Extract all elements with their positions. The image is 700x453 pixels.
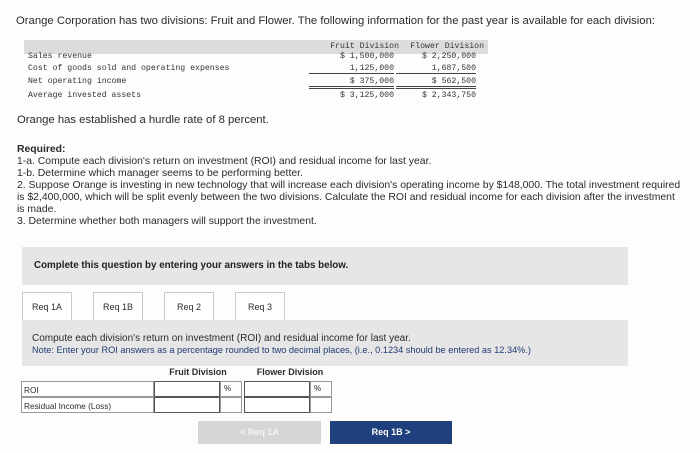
fruit-sales-revenue: $ 1,500,000 [339, 52, 394, 61]
instructions-banner [22, 247, 628, 285]
fruit-division-header: Fruit Division [330, 42, 399, 51]
hurdle-rate-text: Orange has established a hurdle rate of 8 percent. [17, 114, 269, 126]
tab-req-2[interactable]: Req 2 [164, 292, 214, 322]
next-req-button[interactable]: Req 1B > [330, 421, 452, 444]
required-heading: Required: [17, 144, 66, 155]
required-item-2: 2. Suppose Orange is investing in new technology that will increase each division's operating income by $148,000. The total investment required is $2,400,000, which will be split evenly between the two divisions. Calculate the ROI and residual income for each division after the investment is made. [17, 180, 681, 215]
tab-req-1b[interactable]: Req 1B [93, 292, 143, 322]
required-item-1a: 1-a. Compute each division's return on investment (ROI) and residual income for last year. [17, 156, 432, 167]
fruit-residual-blank-cell [220, 397, 242, 413]
flower-cost: 1,687,500 [396, 64, 476, 74]
panel-instruction: Compute each division's return on investment (ROI) and residual income for last year. [32, 333, 411, 344]
answer-row-label-roi: ROI [21, 381, 154, 397]
fruit-roi-percent-sign: % [220, 381, 242, 397]
tab-req-1a[interactable]: Req 1A [22, 292, 72, 322]
flower-net-operating-income: $ 562,500 [396, 77, 476, 89]
fruit-average-invested-assets: $ 3,125,000 [339, 91, 394, 100]
row-label-average-invested-assets: Average invested assets [28, 91, 142, 100]
flower-roi-input[interactable] [244, 381, 310, 397]
flower-residual-income-input[interactable] [244, 397, 310, 413]
panel-note: Note: Enter your ROI answers as a percentage rounded to two decimal places, (i.e., 0.1234 should be entered as 12.34%.) [32, 345, 531, 355]
required-item-3: 3. Determine whether both managers will support the investment. [17, 216, 317, 227]
answer-row-label-residual-income: Residual Income (Loss) [21, 397, 154, 413]
flower-division-header: Flower Division [410, 42, 484, 51]
fruit-cost: 1,125,000 [309, 64, 394, 74]
flower-sales-revenue: $ 2,250,000 [421, 52, 476, 61]
banner-text: Complete this question by entering your answers in the tabs below. [34, 260, 349, 271]
intro-text: Orange Corporation has two divisions: Fruit and Flower. The following information for the past year is available for each division: [16, 15, 656, 27]
answer-col-flower: Flower Division [256, 367, 324, 377]
required-section [17, 144, 683, 228]
row-label-net-operating-income: Net operating income [28, 77, 127, 86]
row-label-cost: Cost of goods sold and operating expenses [28, 64, 230, 73]
flower-residual-blank-cell [310, 397, 332, 413]
row-label-sales-revenue: Sales revenue [28, 52, 92, 61]
required-item-1b: 1-b. Determine which manager seems to be performing better. [17, 168, 303, 179]
tab-content-panel [22, 320, 628, 366]
prev-req-button[interactable]: < Req 1A [198, 421, 321, 444]
fruit-residual-income-input[interactable] [154, 397, 220, 413]
tab-req-3[interactable]: Req 3 [235, 292, 285, 322]
flower-roi-percent-sign: % [310, 381, 332, 397]
fruit-net-operating-income: $ 375,000 [309, 77, 394, 89]
fruit-roi-input[interactable] [154, 381, 220, 397]
flower-average-invested-assets: $ 2,343,750 [421, 91, 476, 100]
answer-col-fruit: Fruit Division [169, 367, 227, 377]
